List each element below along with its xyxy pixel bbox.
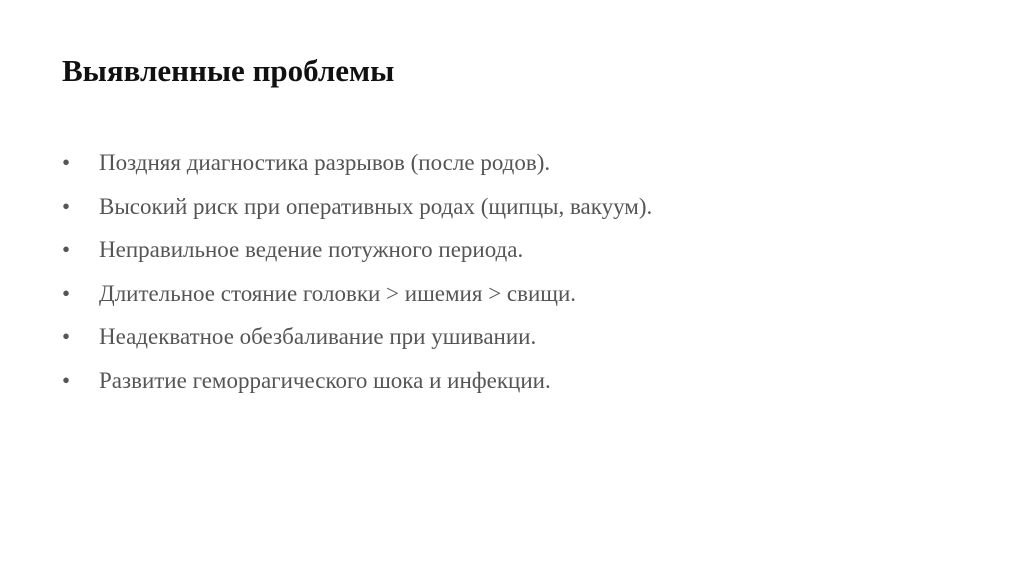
bullet-text: Развитие геморрагического шока и инфекции. — [99, 367, 551, 393]
bullet-text: Неправильное ведение потужного периода. — [99, 237, 524, 262]
bullet-text: Поздняя диагностика разрывов (после родов). — [99, 150, 551, 175]
bullet-icon: • — [62, 237, 71, 262]
bullet-icon: • — [62, 193, 71, 219]
list-item — [62, 368, 962, 412]
list-item — [62, 194, 962, 238]
bullet-list — [62, 150, 962, 411]
slide-title: Выявленные проблемы — [62, 53, 395, 88]
list-item — [62, 324, 962, 368]
bullet-text: Неадекватное обезбаливание при ушивании. — [99, 324, 537, 349]
list-item — [62, 150, 962, 194]
bullet-text: Длительное стояние головки > ишемия > свищи. — [99, 280, 577, 306]
bullet-text: Высокий риск при оперативных родах (щипцы, вакуум). — [99, 193, 653, 219]
list-item — [62, 281, 962, 325]
bullet-icon: • — [62, 150, 71, 175]
bullet-icon: • — [62, 280, 71, 306]
list-item — [62, 237, 962, 281]
bullet-icon: • — [62, 324, 71, 349]
bullet-icon: • — [62, 367, 71, 393]
